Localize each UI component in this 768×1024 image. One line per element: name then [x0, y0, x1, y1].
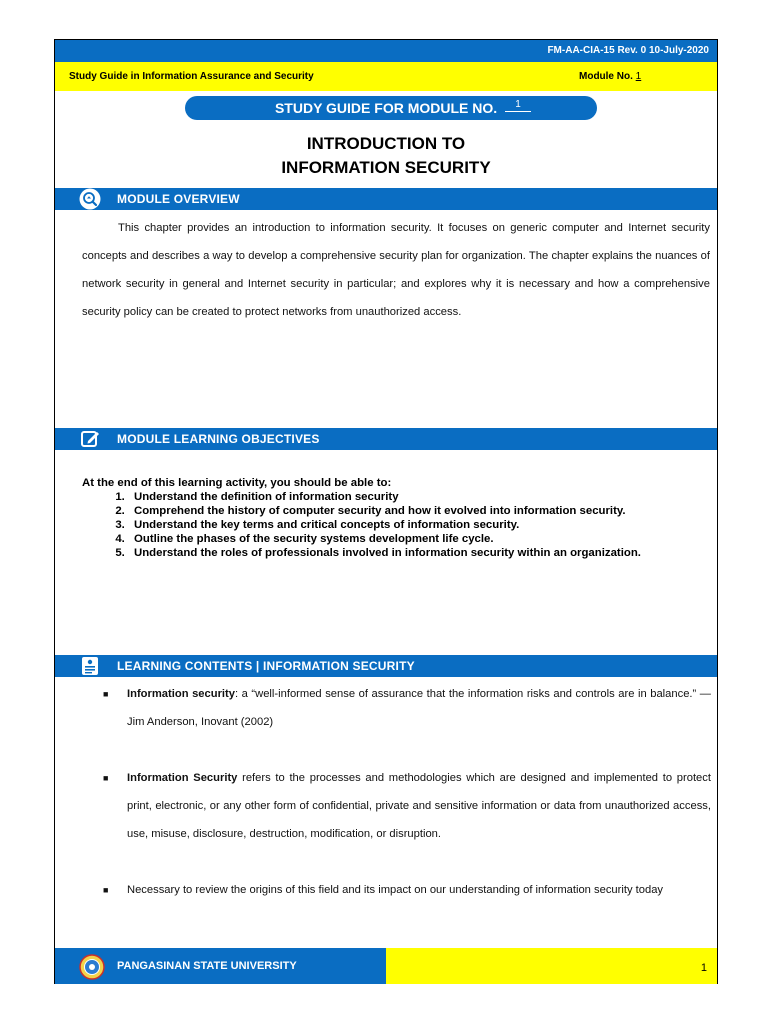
content-bullet [105, 876, 711, 904]
contents-heading: LEARNING CONTENTS | INFORMATION SECURITY [117, 659, 415, 673]
content-bullet [105, 680, 711, 736]
square-bullet-icon: ■ [103, 773, 109, 783]
bullet-text: Necessary to review the origins of this field and its impact on our understanding of information security today [127, 884, 664, 896]
overview-heading-bar [55, 188, 717, 210]
overview-text: This chapter provides an introduction to information security. It focuses on generic computer and Internet security concepts and describes a way to develop a comprehensive security plan for organization. The chapter explains the nuances of network security in general and Internet security in particular; and explores why it is necessary and how a comprehensive security policy can be created to protect networks from unauthorized access. [82, 222, 710, 318]
footer-university-bar [55, 948, 386, 984]
magnifier-icon [79, 188, 101, 210]
square-bullet-icon: ■ [103, 689, 109, 699]
objectives-list [82, 490, 702, 560]
objectives-heading: MODULE LEARNING OBJECTIVES [117, 432, 320, 446]
footer-page-bar [386, 948, 717, 984]
page-frame [54, 39, 718, 984]
objective-item: 5. Understand the roles of professionals involved in information security within an organization. [128, 546, 702, 560]
objectives-block [82, 476, 702, 560]
form-code: FM-AA-CIA-15 Rev. 0 10-July-2020 [547, 45, 709, 56]
document-list-icon [79, 655, 101, 677]
objectives-intro: At the end of this learning activity, you should be able to: [82, 477, 392, 489]
objective-item: 2. Comprehend the history of computer security and how it evolved into information security. [128, 504, 702, 518]
pencil-edit-icon [79, 428, 101, 450]
objective-item: 1. Understand the definition of information security [128, 490, 702, 504]
content-bullet [105, 764, 711, 848]
bullet-term: Information Security [127, 772, 238, 784]
module-banner-number: 1 [505, 99, 531, 112]
bullet-text: refers to the processes and methodologies which are designed and implemented to protect print, electronic, or any other form of confidential, private and sensitive information or data from unauthorized access, use, misuse, disclosure, destruction, modification, or disruption. [127, 772, 711, 840]
overview-heading: MODULE OVERVIEW [117, 192, 240, 206]
module-label: Module No. [579, 71, 633, 82]
course-title: Study Guide in Information Assurance and Security [69, 71, 314, 82]
title-line-1: INTRODUCTION TO [306, 134, 466, 153]
title-line-2: INFORMATION SECURITY [281, 158, 491, 177]
square-bullet-icon: ■ [103, 885, 109, 895]
bullet-text: : a “well-informed sense of assurance that the information risks and controls are in balance.” —Jim Anderson, Inovant (2002) [127, 688, 711, 728]
page-title [55, 132, 717, 180]
module-banner [185, 96, 597, 120]
university-seal-icon [79, 954, 105, 980]
page-number: 1 [700, 962, 707, 974]
header-course-bar [55, 62, 717, 91]
contents-heading-bar [55, 655, 717, 677]
bullet-term: Information security [127, 688, 235, 700]
university-name: PANGASINAN STATE UNIVERSITY [117, 960, 297, 972]
module-number-label [579, 71, 641, 82]
header-code-bar [55, 40, 717, 62]
objectives-heading-bar [55, 428, 717, 450]
objective-item: 3. Understand the key terms and critical concepts of information security. [128, 518, 702, 532]
objective-item: 4. Outline the phases of the security systems development life cycle. [128, 532, 702, 546]
module-banner-label: STUDY GUIDE FOR MODULE NO. [274, 100, 498, 116]
module-number: 1 [635, 71, 642, 82]
